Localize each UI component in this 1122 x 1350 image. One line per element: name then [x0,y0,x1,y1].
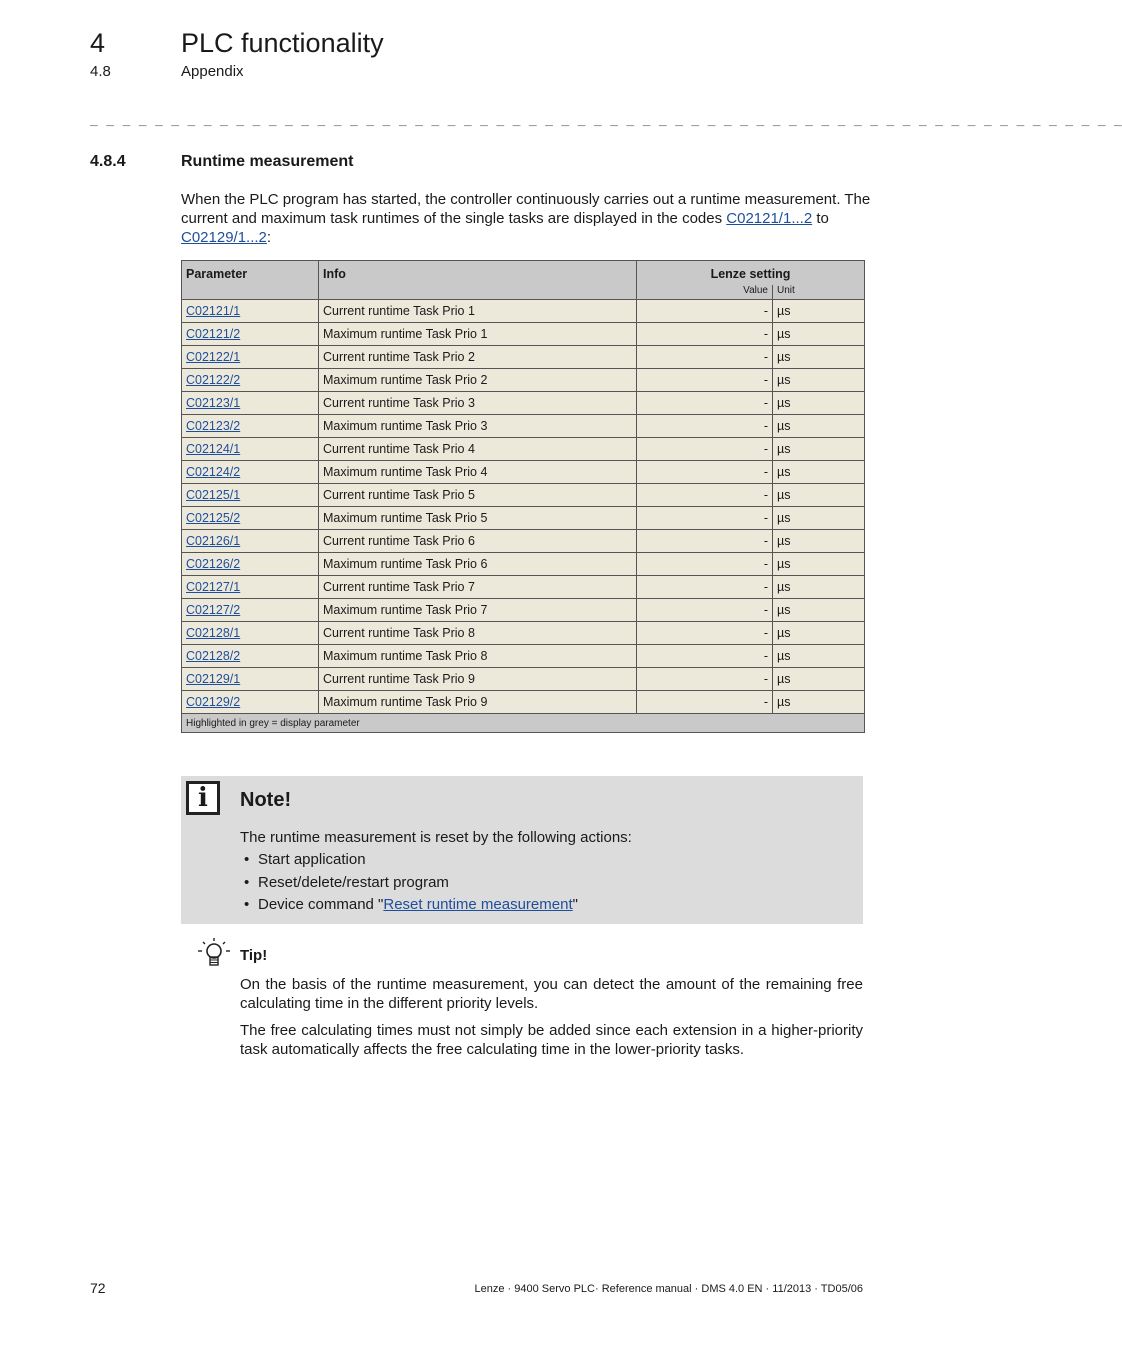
parameter-cell [182,576,319,599]
table-row [182,461,865,484]
header-value: Value [637,285,773,300]
intro-text-a: When the PLC program has started, the controller continuously carries out a runtime measurement. The current and maximum task runtimes of the single tasks are displayed in the codes [181,191,871,227]
value-cell: - [637,323,773,346]
chapter-number: 4 [90,28,106,58]
parameter-link[interactable]: C02125/1 [186,488,241,502]
parameter-cell [182,507,319,530]
unit-cell: µs [773,599,865,622]
parameter-cell [182,461,319,484]
note-title: Note! [240,789,292,811]
value-cell: - [637,392,773,415]
unit-cell: µs [773,668,865,691]
info-cell: Maximum runtime Task Prio 6 [319,553,637,576]
table-row [182,438,865,461]
info-cell: Current runtime Task Prio 8 [319,622,637,645]
header-parameter: Parameter [182,261,319,300]
parameter-cell [182,484,319,507]
parameter-cell [182,668,319,691]
value-cell: - [637,438,773,461]
value-cell: - [637,484,773,507]
parameter-link[interactable]: C02125/2 [186,511,241,525]
unit-cell: µs [773,369,865,392]
parameter-link[interactable]: C02128/2 [186,649,241,663]
parameter-cell [182,438,319,461]
unit-cell: µs [773,691,865,714]
lightbulb-icon [197,936,231,970]
table-footnote: Highlighted in grey = display parameter [182,714,865,733]
header-lenze-setting: Lenze setting [637,261,865,286]
unit-cell: µs [773,392,865,415]
info-cell: Current runtime Task Prio 9 [319,668,637,691]
value-cell: - [637,346,773,369]
tip-paragraph-1: On the basis of the runtime measurement, you can detect the amount of the remaining free calculating time in the different priority levels. [240,976,863,1012]
info-cell: Current runtime Task Prio 7 [319,576,637,599]
parameter-link[interactable]: C02122/1 [186,350,241,364]
parameter-cell [182,645,319,668]
note-item-reset: Reset/delete/restart program [258,873,449,891]
table-row [182,530,865,553]
note-item-device-a: Device command " [258,896,384,913]
note-text: The runtime measurement is reset by the following actions: [240,829,632,846]
value-cell: - [637,599,773,622]
table-row [182,668,865,691]
info-cell: Maximum runtime Task Prio 7 [319,599,637,622]
parameter-link[interactable]: C02127/2 [186,603,241,617]
table-row [182,645,865,668]
parameter-cell [182,392,319,415]
parameter-cell [182,599,319,622]
info-cell: Maximum runtime Task Prio 3 [319,415,637,438]
table-row [182,415,865,438]
note-item-start: Start application [258,851,366,868]
parameter-link[interactable]: C02126/2 [186,557,241,571]
link-reset-runtime-measurement[interactable]: Reset runtime measurement [383,896,573,913]
parameter-cell [182,530,319,553]
intro-text-c: : [266,229,272,246]
unit-cell: µs [773,576,865,599]
unit-cell: µs [773,622,865,645]
table-row [182,346,865,369]
page-number: 72 [90,1280,106,1296]
parameter-cell [182,300,319,323]
table-row [182,392,865,415]
parameter-cell [182,553,319,576]
value-cell: - [637,369,773,392]
header-separator: _ _ _ _ _ _ _ _ _ _ _ _ _ _ _ _ _ _ _ _ _ _ _ _ _ _ _ _ _ _ _ _ _ _ _ _ _ _ _ _ _ _ _ _ _ _ _ _ _ _ _ _ _ _ _ _ _ _ _ _ _ _ _ _ [90,112,1122,127]
info-cell: Current runtime Task Prio 1 [319,300,637,323]
info-cell: Maximum runtime Task Prio 5 [319,507,637,530]
parameter-link[interactable]: C02129/2 [186,695,241,709]
bullet: • [244,896,250,913]
note-list [244,851,578,919]
link-c02129[interactable]: C02129/1...2 [181,229,267,246]
value-cell: - [637,691,773,714]
intro-text-b: to [812,210,829,227]
info-cell: Maximum runtime Task Prio 2 [319,369,637,392]
unit-cell: µs [773,530,865,553]
note-item-device-b: " [572,896,578,913]
unit-cell: µs [773,461,865,484]
info-cell: Current runtime Task Prio 3 [319,392,637,415]
value-cell: - [637,530,773,553]
info-cell: Maximum runtime Task Prio 8 [319,645,637,668]
section-title: Appendix [181,63,244,80]
value-cell: - [637,645,773,668]
footer-text: Lenze · 9400 Servo PLC· Reference manual · DMS 4.0 EN · 11/2013 · TD05/06 [474,1283,863,1295]
info-cell: Current runtime Task Prio 2 [319,346,637,369]
unit-cell: µs [773,484,865,507]
unit-cell: µs [773,507,865,530]
list-item [244,874,578,897]
parameter-cell [182,691,319,714]
table-row [182,369,865,392]
table-row [182,576,865,599]
table-row [182,507,865,530]
intro-paragraph [181,190,871,247]
info-cell: Maximum runtime Task Prio 4 [319,461,637,484]
unit-cell: µs [773,415,865,438]
parameter-link[interactable]: C02127/1 [186,580,241,594]
info-cell: Current runtime Task Prio 6 [319,530,637,553]
table-row [182,484,865,507]
info-icon: i [186,781,220,815]
info-cell: Maximum runtime Task Prio 1 [319,323,637,346]
table-row [182,599,865,622]
value-cell: - [637,507,773,530]
list-item [244,896,578,919]
value-cell: - [637,300,773,323]
heading-title: Runtime measurement [181,153,354,170]
parameter-cell [182,323,319,346]
value-cell: - [637,576,773,599]
parameter-link[interactable]: C02129/1 [186,672,241,686]
parameter-link[interactable]: C02124/2 [186,465,241,479]
table-row [182,300,865,323]
parameter-link[interactable]: C02122/2 [186,373,241,387]
unit-cell: µs [773,346,865,369]
table-row [182,622,865,645]
parameter-link[interactable]: C02121/2 [186,327,241,341]
unit-cell: µs [773,323,865,346]
value-cell: - [637,622,773,645]
parameter-link[interactable]: C02123/1 [186,396,241,410]
parameter-cell [182,415,319,438]
unit-cell: µs [773,645,865,668]
parameter-cell [182,369,319,392]
parameter-link[interactable]: C02128/1 [186,626,241,640]
value-cell: - [637,461,773,484]
header-unit: Unit [773,285,865,300]
section-number: 4.8 [90,63,111,80]
header-info: Info [319,261,637,300]
bullet: • [244,873,250,891]
heading-number: 4.8.4 [90,153,126,170]
value-cell: - [637,415,773,438]
parameter-link[interactable]: C02123/2 [186,419,241,433]
tip-title: Tip! [240,947,268,964]
parameter-cell [182,346,319,369]
unit-cell: µs [773,438,865,461]
parameter-link[interactable]: C02126/1 [186,534,241,548]
table-row [182,553,865,576]
list-item [244,851,578,874]
table-row [182,323,865,346]
chapter-title: PLC functionality [181,28,384,58]
info-cell: Maximum runtime Task Prio 9 [319,691,637,714]
value-cell: - [637,553,773,576]
bullet: • [244,851,250,868]
parameter-link[interactable]: C02124/1 [186,442,241,456]
info-cell: Current runtime Task Prio 5 [319,484,637,507]
info-cell: Current runtime Task Prio 4 [319,438,637,461]
unit-cell: µs [773,300,865,323]
parameter-link[interactable]: C02121/1 [186,304,241,318]
parameter-cell [182,622,319,645]
value-cell: - [637,668,773,691]
parameter-table [181,260,865,733]
unit-cell: µs [773,553,865,576]
tip-paragraph-2: The free calculating times must not simply be added since each extension in a higher-priority task automatically affects the free calculating time in the lower-priority tasks. [240,1022,863,1058]
table-row [182,691,865,714]
link-c02121[interactable]: C02121/1...2 [726,210,813,227]
